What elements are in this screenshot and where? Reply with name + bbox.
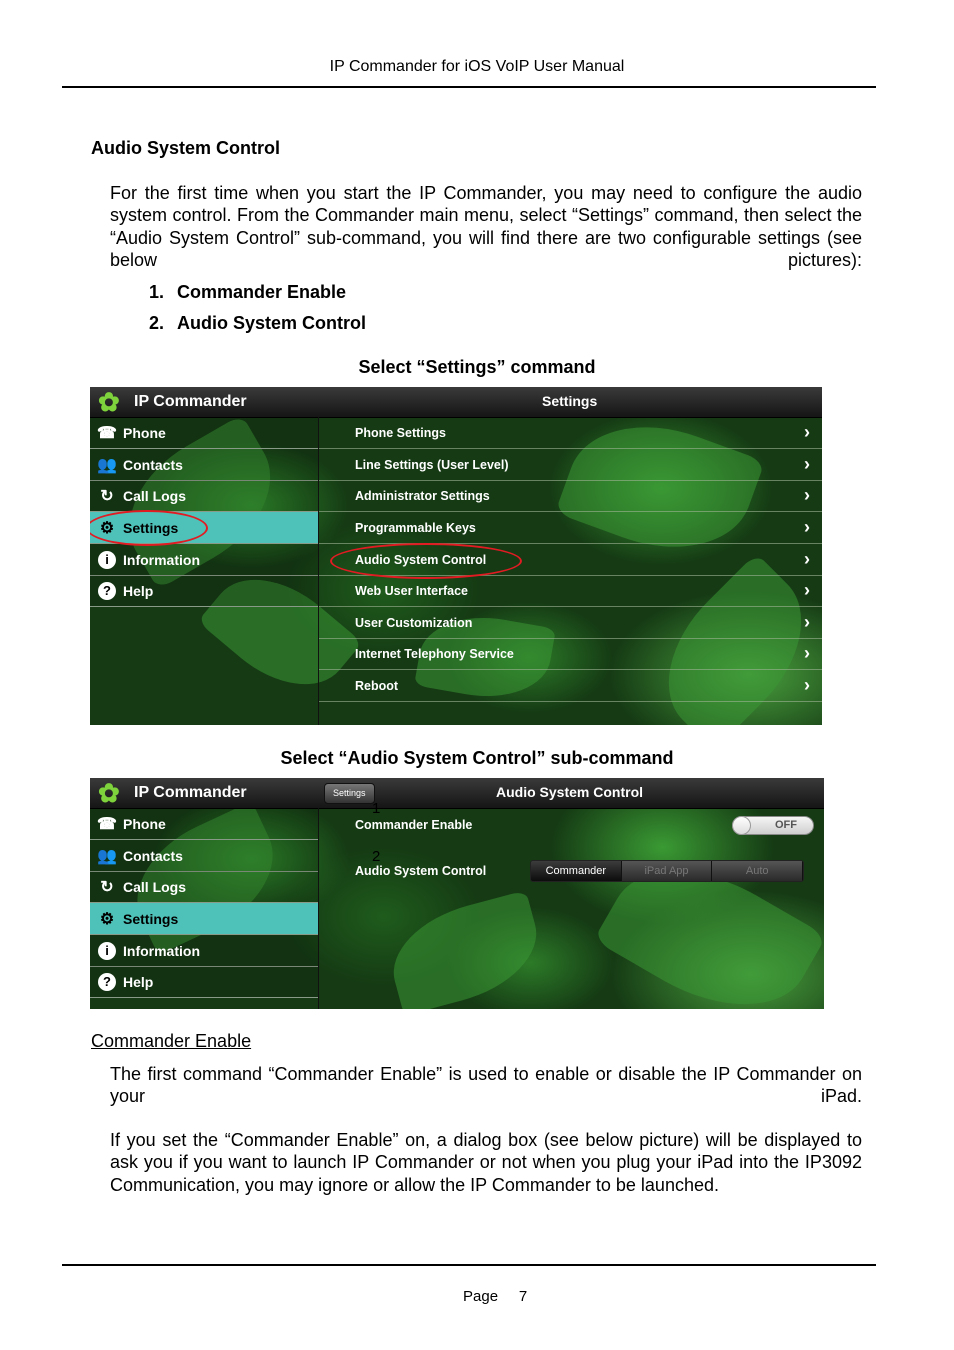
- intro-paragraph: For the first time when you start the IP Commander, you may need to configure the audio system control. From the Commander main menu, select “Settings” command, then select the “Audio System Control” sub-command, you will find there are two configurable settings (see below pictures):: [110, 183, 862, 270]
- row-label: Internet Telephony Service: [355, 646, 514, 661]
- app-title: IP Commander: [134, 393, 247, 410]
- segment-commander[interactable]: Commander: [531, 861, 622, 881]
- list-number: 1.: [149, 282, 165, 302]
- call-logs-icon: ↻: [100, 878, 114, 896]
- sidebar-item-label: Contacts: [123, 847, 183, 864]
- chevron-right-icon: ›: [804, 549, 810, 569]
- sidebar-item-label: Information: [123, 942, 200, 959]
- contacts-icon: 👥: [97, 847, 117, 865]
- app-brand: [98, 781, 247, 805]
- segment-ipad-app[interactable]: iPad App: [622, 861, 713, 881]
- row-label: Phone Settings: [355, 425, 446, 440]
- info-icon: i: [98, 551, 116, 569]
- settings-row[interactable]: [319, 512, 822, 544]
- figure-caption: Select “Settings” command: [358, 357, 596, 377]
- sidebar-item-label: Settings: [123, 519, 179, 536]
- row-label: Web User Interface: [355, 583, 469, 598]
- paragraph: The first command “Commander Enable” is used to enable or disable the IP Commander on your iPad.: [110, 1064, 862, 1107]
- toggle-label: OFF: [775, 819, 797, 831]
- header-rule: [62, 86, 876, 88]
- commander-enable-toggle[interactable]: [732, 816, 814, 835]
- row-label: Programmable Keys: [355, 520, 476, 535]
- chevron-right-icon: ›: [804, 643, 810, 663]
- top-bar: [90, 387, 822, 418]
- chevron-right-icon: ›: [804, 517, 810, 537]
- row-label: Reboot: [355, 678, 399, 693]
- sidebar-item-help[interactable]: [90, 575, 318, 607]
- sidebar-item-settings[interactable]: [90, 903, 318, 935]
- list-label: Audio System Control: [177, 313, 367, 333]
- page-footer: [463, 1288, 527, 1305]
- phone-icon: ☎: [97, 424, 117, 442]
- list-item: [149, 282, 346, 303]
- section-title: Audio System Control: [91, 138, 281, 158]
- sidebar-item-label: Settings: [123, 910, 179, 927]
- sidebar: [90, 417, 319, 725]
- sidebar-item-phone[interactable]: [90, 808, 318, 840]
- sidebar-item-contacts[interactable]: [90, 840, 318, 872]
- nav-title: Audio System Control: [496, 784, 644, 800]
- sidebar-item-phone[interactable]: [90, 417, 318, 449]
- settings-row[interactable]: [319, 670, 822, 702]
- footer-rule: [62, 1264, 876, 1266]
- chevron-right-icon: ›: [804, 580, 810, 600]
- sidebar-item-label: Information: [123, 551, 200, 568]
- top-bar: [90, 778, 824, 809]
- audio-system-control-screenshot: [90, 778, 824, 1009]
- settings-row[interactable]: [319, 449, 822, 481]
- row-label: User Customization: [355, 615, 473, 630]
- figure-caption: Select “Audio System Control” sub-command: [280, 748, 674, 768]
- callout-number: 1: [372, 800, 381, 817]
- row-label: Line Settings (User Level): [355, 457, 509, 472]
- audio-mode-segmented-control: [530, 860, 804, 882]
- help-icon: ?: [98, 582, 116, 600]
- chevron-right-icon: ›: [804, 422, 810, 442]
- sidebar-item-label: Phone: [123, 815, 166, 832]
- row-label: Administrator Settings: [355, 488, 490, 503]
- sidebar-item-label: Contacts: [123, 456, 183, 473]
- contacts-icon: 👥: [97, 456, 117, 474]
- info-icon: i: [98, 942, 116, 960]
- page-number: 7: [518, 1288, 528, 1305]
- sidebar-item-label: Help: [123, 973, 154, 990]
- highlight-circle: [90, 510, 208, 546]
- chevron-right-icon: ›: [804, 485, 810, 505]
- call-logs-icon: ↻: [100, 487, 114, 505]
- clover-logo-icon: [98, 390, 124, 414]
- callout-number: 2: [372, 848, 381, 865]
- phone-icon: ☎: [97, 815, 117, 833]
- sidebar-item-label: Call Logs: [123, 878, 187, 895]
- nav-title: Settings: [542, 393, 598, 409]
- back-button[interactable]: Settings: [324, 783, 375, 804]
- commander-enable-row: [319, 808, 824, 842]
- paragraph: If you set the “Commander Enable” on, a dialog box (see below picture) will be displayed to ask you if you want to launch IP Commander or not when you plug your iPad into the IP3092 Communication, you may ignore or allow the IP Commander to be launched.: [110, 1130, 862, 1195]
- row-label: Audio System Control: [355, 552, 487, 567]
- sidebar-item-label: Phone: [123, 424, 166, 441]
- app-title: IP Commander: [134, 784, 247, 801]
- settings-row[interactable]: [319, 480, 822, 512]
- list-label: Commander Enable: [177, 282, 347, 302]
- clover-logo-icon: [98, 781, 124, 805]
- sidebar-item-contacts[interactable]: [90, 449, 318, 481]
- sidebar-item-call-logs[interactable]: [90, 871, 318, 903]
- list-item: [149, 313, 366, 334]
- help-icon: ?: [98, 973, 116, 991]
- settings-screenshot: [90, 387, 822, 725]
- running-header: IP Commander for iOS VoIP User Manual: [329, 58, 625, 75]
- highlight-circle: [330, 543, 522, 579]
- toggle-knob: [732, 816, 751, 835]
- sidebar-item-label: Help: [123, 582, 154, 599]
- sidebar-item-call-logs[interactable]: [90, 480, 318, 512]
- settings-row[interactable]: [319, 417, 822, 449]
- chevron-right-icon: ›: [804, 675, 810, 695]
- segment-auto[interactable]: Auto: [712, 861, 803, 881]
- sidebar-item-information[interactable]: [90, 544, 318, 576]
- settings-row[interactable]: [319, 638, 822, 670]
- gear-icon: ⚙: [99, 910, 115, 928]
- chevron-right-icon: ›: [804, 454, 810, 474]
- page-label: Page: [463, 1288, 499, 1305]
- list-number: 2.: [149, 313, 165, 333]
- sidebar-item-information[interactable]: [90, 935, 318, 967]
- gear-icon: ⚙: [99, 519, 115, 537]
- chevron-right-icon: ›: [804, 612, 810, 632]
- sidebar-item-label: Call Logs: [123, 487, 187, 504]
- sidebar-item-help[interactable]: [90, 966, 318, 998]
- sidebar: [90, 808, 319, 1009]
- app-brand: [98, 390, 247, 414]
- subsection-title: Commander Enable: [91, 1031, 252, 1051]
- settings-row[interactable]: [319, 607, 822, 639]
- settings-row[interactable]: [319, 575, 822, 607]
- row-label: Commander Enable: [355, 818, 473, 832]
- row-label: Audio System Control: [355, 864, 487, 878]
